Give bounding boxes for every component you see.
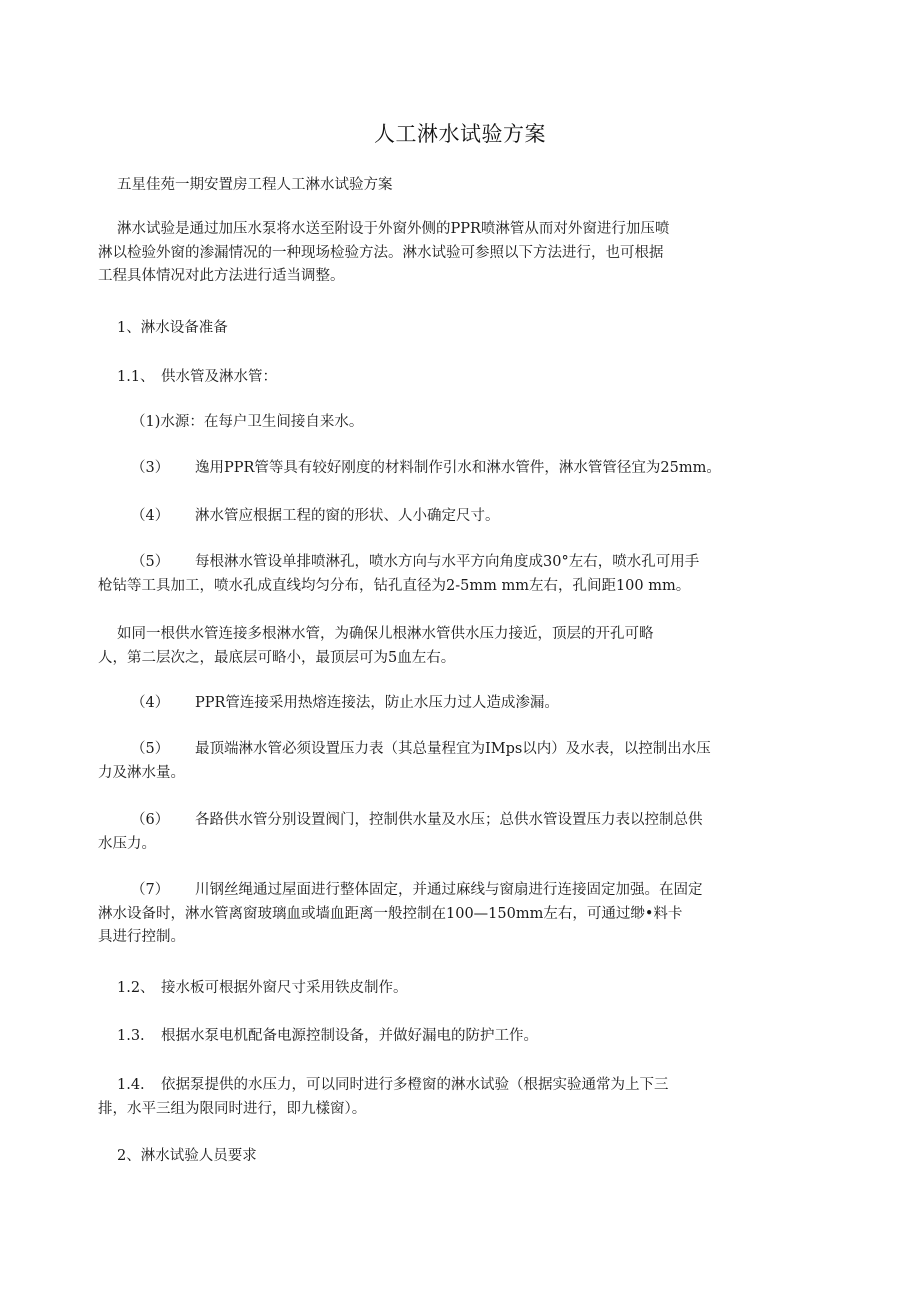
subsection-1-4-line-1: 依据泵提供的水压力，可以同时进行多橙窗的淋水试验（根据实验通常为上下三 <box>161 1077 669 1093</box>
subsection-1-3-number: 1.3. <box>117 1028 145 1044</box>
subsection-1-2-number: 1.2、 <box>117 980 155 996</box>
item-5b-number: （5） <box>131 741 170 757</box>
item-5a-line-2: 枪钻等工具加工，喷水孔成直线均匀分布，钻孔直径为2-5mm mm左右，孔间距100 mm。 <box>98 577 691 594</box>
supply-line-1: 如同一根供水管连接多根淋水管，为确保儿根淋水管供水压力接近，顶层的开孔可略 <box>117 626 654 642</box>
item-7-line-1: 川钢丝绳通过屋面进行整体固定，并通过麻线与窗扇进行连接固定加强。在固定 <box>195 882 703 898</box>
item-4a-text: 淋水管应根据工程的窗的形状、人小确定尺寸。 <box>195 508 500 524</box>
subsection-1-3 <box>117 1025 538 1049</box>
item-5b <box>98 738 711 785</box>
item-5a-number: （5） <box>131 554 170 570</box>
supply-line-2: 人，第二层次之，最底层可略小，最顶层可为5血左右。 <box>98 649 456 666</box>
item-6-number: （6） <box>131 812 170 828</box>
item-water-source: （1)水源：在每户卫生间接自来水。 <box>131 414 364 430</box>
item-7 <box>98 879 703 950</box>
supply-paragraph <box>98 623 654 670</box>
item-4a <box>131 505 500 529</box>
section-2-heading: 2、淋水试验人员要求 <box>117 1148 257 1164</box>
subsection-1-4-line-2: 排，水平三组为限同时进行，即九樣窗）。 <box>98 1100 367 1117</box>
item-4b <box>131 692 559 716</box>
item-5a-line-1: 每根淋水管设单排喷淋孔，喷水方向与水平方向角度成30°左右，喷水孔可用手 <box>195 554 700 570</box>
subsection-1-1-number: 1.1、 <box>117 369 155 385</box>
subsection-1-4-number: 1.4. <box>117 1077 145 1093</box>
intro-line-2: 淋以检验外窗的渗漏情况的一种现场检验方法。淋水试验可参照以下方法进行，也可根据 <box>98 244 664 261</box>
intro-line-3: 工程具体情况对此方法进行适当调整。 <box>98 268 345 284</box>
item-3-text: 逸用PPR管等具有较好刚度的材料制作引水和淋水管件，淋水管管径宜为25mm。 <box>195 460 721 476</box>
subsection-1-2 <box>117 977 408 1001</box>
item-7-line-3: 具进行控制。 <box>98 929 185 945</box>
intro-line-1: 淋水试验是通过加压水泵将水送至附设于外窗外侧的PPR喷淋管从而对外窗进行加压喷 <box>117 221 670 237</box>
intro-paragraph <box>98 218 669 289</box>
subsection-1-4 <box>98 1074 669 1121</box>
subsection-1-3-text: 根据水泵电机配备电源控制设备，并做好漏电的防护工作。 <box>161 1028 538 1044</box>
item-5b-line-2: 力及淋水量。 <box>98 764 185 781</box>
item-3 <box>131 457 721 481</box>
document-subtitle: 五星佳苑一期安置房工程人工淋水试验方案 <box>117 177 393 193</box>
item-7-line-2: 淋水设备时，淋水管离窗玻璃血或墙血距离一般控制在100—150mm左右，可通过缈•料卡 <box>98 905 683 922</box>
document-title: 人工淋水试验方案 <box>374 122 546 146</box>
subsection-1-1 <box>117 366 277 390</box>
item-4b-text: PPR管连接采用热熔连接法，防止水压力过人造成渗漏。 <box>195 695 559 711</box>
section-1-heading: 1、淋水设备准备 <box>117 320 228 336</box>
item-4b-number: （4） <box>131 695 170 711</box>
item-3-number: （3） <box>131 460 170 476</box>
item-5b-line-1: 最顶端淋水管必须设置压力表（其总量程宜为IMps以内）及水表，以控制出水压 <box>195 741 711 757</box>
subsection-1-2-text: 接水板可根据外窗尺寸采用铁皮制作。 <box>161 980 408 996</box>
item-5a <box>98 551 699 598</box>
item-4a-number: （4） <box>131 508 170 524</box>
item-6 <box>98 809 703 856</box>
item-7-number: （7） <box>131 882 170 898</box>
item-6-line-1: 各路供水管分别设置阀门，控制供水量及水压；总供水管设置压力表以控制总供 <box>195 812 703 828</box>
item-6-line-2: 水压力。 <box>98 835 156 852</box>
subsection-1-1-text: 供水管及淋水管： <box>161 369 277 385</box>
